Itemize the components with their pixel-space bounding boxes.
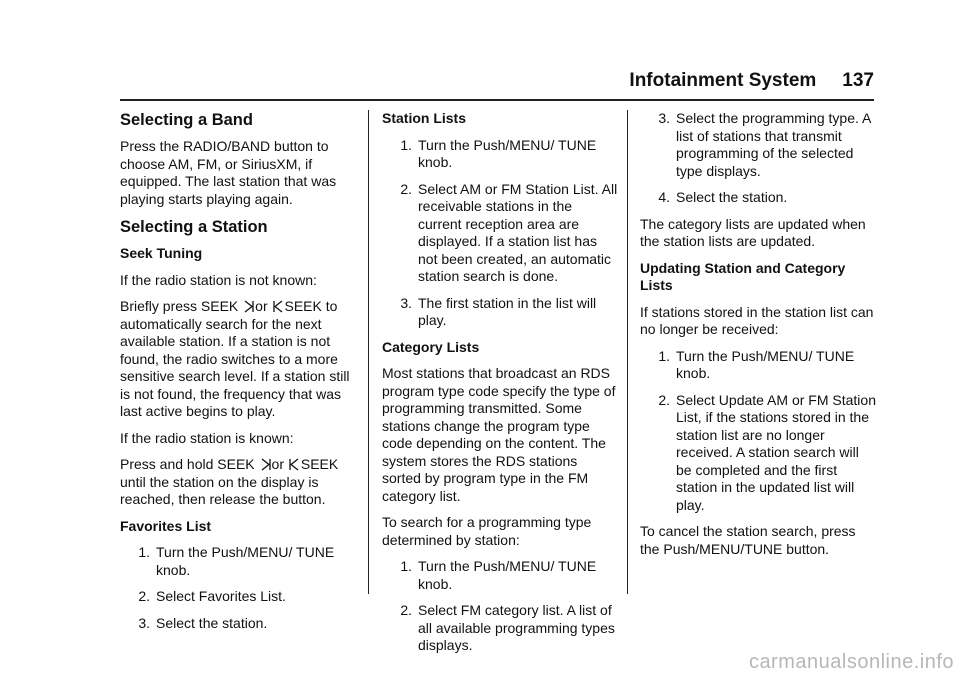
list-item [640,348,876,383]
list-item [382,602,618,655]
press-hold-text-b: SEEK until the station on the display is reached, then release the button. [120,456,339,507]
list-item [382,295,618,330]
step-number: 1. [658,347,670,364]
list-item [382,558,618,593]
step-number: 1. [138,544,150,560]
list-item [120,588,358,606]
heading-favorites-list: Favorites List [120,517,212,534]
favorites-steps [120,544,358,632]
step-text: Turn the Push/MENU/ TUNE knob. [418,136,597,170]
brief-press-text-b: SEEK to automatically search for the next available station. If a station is not found, the radio switches to a more sensitive search level. If a station still is not found, the frequency that was last active begins to play. [120,298,350,419]
paragraph-update: If stations stored in the station list can no longer be received: [640,303,874,337]
step-text: The first station in the list will play. [418,294,597,328]
step-text: Select the programming type. A list of stations that transmit programming of the selected type displays. [676,110,871,179]
step-number: 1. [400,136,412,153]
step-number: 3. [658,110,670,126]
list-item [382,137,618,172]
column-divider-1 [368,110,369,594]
column-1 [120,106,358,641]
list-item [640,392,876,515]
page-header [120,70,874,94]
category-steps-continued [640,110,876,207]
step-text: Select Favorites List. [156,588,286,604]
watermark: carmanualsonline.info [748,651,954,673]
heading-selecting-band: Selecting a Band [120,111,253,129]
column-divider-2 [627,110,628,594]
step-text: Turn the Push/MENU/ TUNE knob. [156,544,335,578]
step-text: Select AM or FM Station List. All receivable stations in the current reception area are displayed. If a station list has not been created, an automatic station search is done. [418,180,618,284]
paragraph-note: The category lists are updated when the station lists are updated. [640,215,866,249]
press-hold-or: or [271,456,284,472]
step-number: 4. [658,189,670,205]
list-item [382,181,618,286]
step-number: 1. [400,558,412,574]
paragraph-category: Most stations that broadcast an RDS program type code specify the type of programming transmitted. Some stations change the program type code depending on the content. The system stores the RDS stations sorted by program type in the FM category list. [382,365,616,504]
paragraph-search: To search for a programming type determined by station: [382,514,592,548]
brief-press-or: or [255,298,268,314]
heading-seek-tuning: Seek Tuning [120,245,203,261]
column-2 [382,110,618,664]
step-text: Select the station. [156,614,268,631]
heading-category-lists: Category Lists [382,338,480,355]
paragraph-known: If the radio station is known: [120,429,294,446]
step-number: 2. [400,180,412,197]
heading-station-lists: Station Lists [382,110,467,126]
step-text: Turn the Push/MENU/ TUNE knob. [418,558,597,592]
seek-down-icon [289,458,300,471]
seek-down-icon [273,300,284,313]
list-item [120,544,358,579]
list-item [640,110,876,180]
paragraph-unknown: If the radio station is not known: [120,271,317,288]
heading-updating-lists: Updating Station and Category Lists [640,259,846,293]
step-number: 3. [400,294,412,311]
step-text: Select FM category list. A list of all available programming types displays. [418,602,615,653]
press-hold-text-a: Press and hold SEEK [120,456,255,472]
step-text: Turn the Push/MENU/ TUNE knob. [676,347,855,381]
step-text: Select the station. [676,189,788,205]
step-number: 2. [658,391,670,408]
step-number: 2. [138,588,150,604]
heading-selecting-station: Selecting a Station [120,218,268,236]
list-item [640,189,876,207]
section-title: Infotainment System [629,70,817,91]
category-steps [382,558,618,655]
brief-press-text-a: Briefly press SEEK [120,298,239,314]
list-item [120,615,358,633]
paragraph-brief-press [120,298,358,421]
seek-up-icon [243,300,254,313]
update-steps [640,348,876,515]
station-list-steps [382,137,618,330]
page-number: 137 [842,70,874,91]
paragraph-cancel: To cancel the station search, press the Push/MENU/TUNE button. [640,523,856,557]
seek-up-icon [260,458,271,471]
paragraph-press-hold [120,456,358,509]
step-number: 3. [138,614,150,631]
column-3 [640,110,876,567]
header-rule [120,99,874,101]
step-text: Select Update AM or FM Station List, if the stations stored in the station list are no longer received. A station search will be completed and the first station in the updated list will play. [676,391,876,513]
paragraph-band: Press the RADIO/BAND button to choose AM, FM, or SiriusXM, if equipped. The last station that was playing starts playing again. [120,138,337,207]
step-number: 2. [400,602,412,618]
